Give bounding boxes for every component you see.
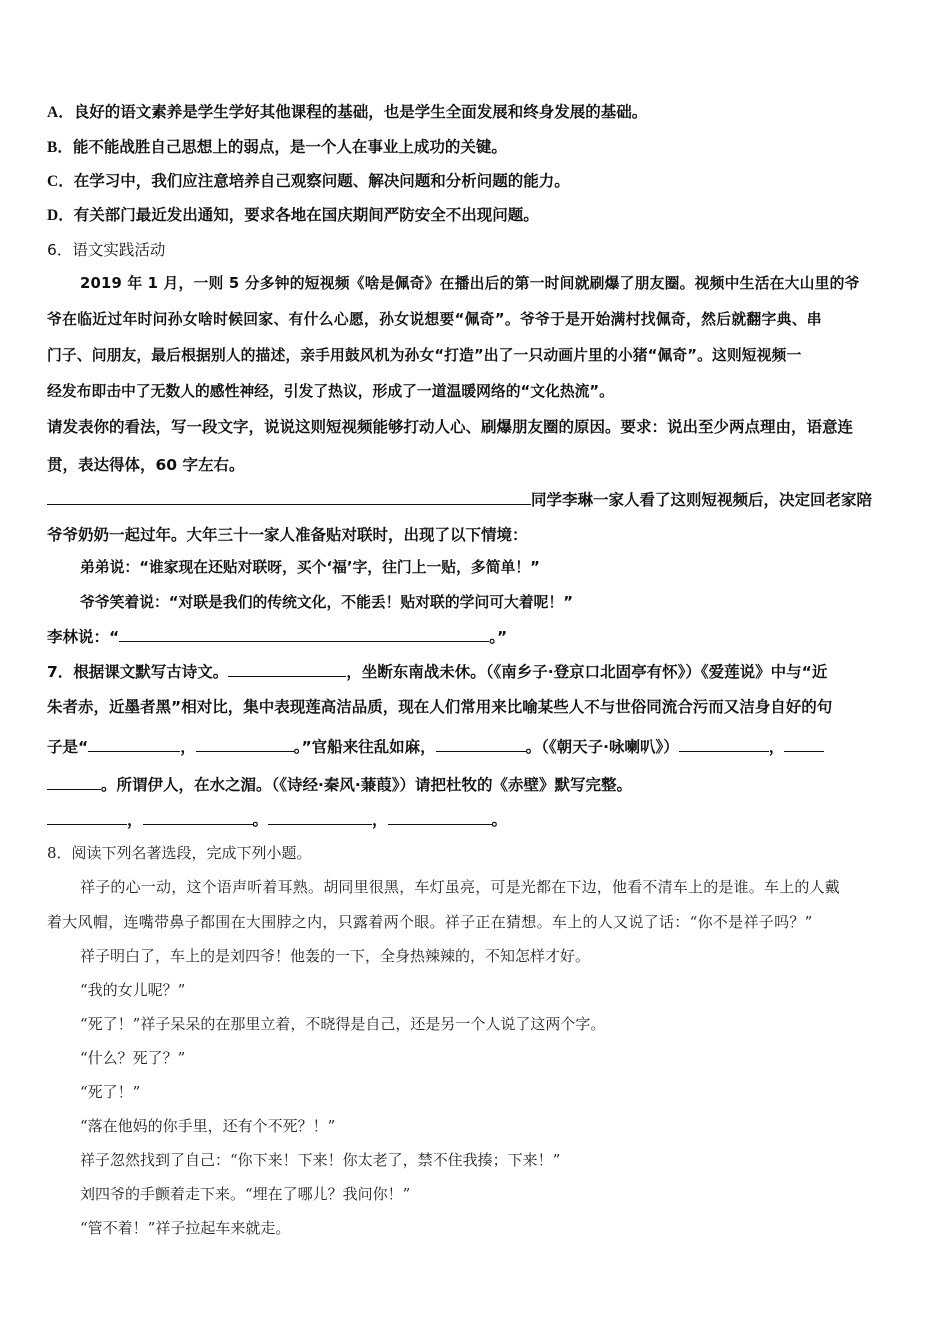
q6-passage-line-3: 门子、问朋友，最后根据别人的描述，亲手用鼓风机为孙女“打造”出了一只动画片里的小猪“佩奇”。这则短视频一 bbox=[47, 347, 802, 364]
q6-heading: 6．语文实践活动 bbox=[47, 241, 166, 259]
q6-passage-line-1: 2019 年 1 月，一则 5 分多钟的短视频《啥是佩奇》在播出后的第一时间就刷爆了朋友圈。视频中生活在大山里的爷 bbox=[80, 275, 860, 292]
q7-line-5: ， 。 ， 。 bbox=[47, 808, 907, 830]
grandpa-quote: 爷爷笑着说：“对联是我们的传统文化，不能丢！贴对联的学问可大着呢！” bbox=[80, 594, 573, 611]
answer-blank[interactable] bbox=[436, 735, 526, 752]
answer-blank[interactable] bbox=[47, 488, 531, 505]
q8-passage-para-8: 祥子忽然找到了自己：“你下来！下来！你太老了，禁不住我揍；下来！” bbox=[80, 1151, 561, 1169]
answer-blank[interactable] bbox=[388, 808, 492, 825]
lilin-quote: 李林说：“ 。” bbox=[47, 625, 907, 647]
option-a: A．良好的语文素养是学生学好其他课程的基础，也是学生全面发展和终身发展的基础。 bbox=[47, 103, 648, 121]
q7-line-2: 朱者赤，近墨者黑”相对比，集中表现莲高洁品质，现在人们常用来比喻某些人不与世俗同流合污而又洁身自好的句 bbox=[47, 698, 833, 716]
q6-passage-line-4: 经发布即击中了无数人的感性神经，引发了热议，形成了一道温暖网络的“文化热流”。 bbox=[47, 383, 614, 400]
q8-passage-para-2: 祥子明白了，车上的是刘四爷！他轰的一下，全身热辣辣的，不知怎样才好。 bbox=[80, 947, 591, 965]
q8-heading: 8．阅读下列名著选段，完成下列小题。 bbox=[47, 844, 312, 862]
answer-blank[interactable] bbox=[268, 808, 372, 825]
q7-line-4: 。所谓伊人，在水之湄。（《诗经·秦风·蒹葭》）请把杜牧的《赤壁》默写完整。 bbox=[47, 773, 907, 795]
option-c: C．在学习中，我们应注意培养自己观察问题、解决问题和分析问题的能力。 bbox=[47, 172, 570, 190]
q8-passage-para-5: “什么？死了？” bbox=[80, 1049, 186, 1067]
q8-passage-para-3: “我的女儿呢？” bbox=[80, 981, 186, 999]
answer-blank[interactable] bbox=[784, 735, 824, 752]
answer-blank[interactable] bbox=[47, 773, 101, 790]
q6-scene-line-2: 爷爷奶奶一起过年。大年三十一家人准备贴对联时，出现了以下情境： bbox=[47, 526, 528, 544]
brother-quote: 弟弟说：“谁家现在还贴对联呀，买个‘福’字，往门上一贴，多简单！” bbox=[80, 559, 540, 576]
q8-passage-para-7: “落在他妈的你手里，还有个不死？！” bbox=[80, 1117, 336, 1135]
q6-scene-line-1: 同学李琳一家人看了这则短视频后，决定回老家陪 bbox=[47, 488, 907, 510]
answer-blank[interactable] bbox=[47, 808, 127, 825]
q8-passage-para-9: 刘四爷的手颤着走下来。“埋在了哪儿？我问你！” bbox=[80, 1185, 411, 1203]
q8-passage-para-6: “死了！” bbox=[80, 1083, 141, 1101]
answer-blank[interactable] bbox=[119, 625, 489, 642]
q8-passage-line-1: 祥子的心一动，这个语声听着耳熟。胡同里很黑，车灯虽亮，可是光都在下边，他看不清车上的是谁。车上的人戴 bbox=[80, 878, 841, 896]
q6-requirement-line-1: 请发表你的看法，写一段文字，说说这则短视频能够打动人心、刷爆朋友圈的原因。要求：说出至少两点理由，语意连 bbox=[47, 418, 854, 436]
answer-blank[interactable] bbox=[88, 735, 180, 752]
answer-blank[interactable] bbox=[679, 735, 769, 752]
q8-passage-para-10: “管不着！”祥子拉起车来就走。 bbox=[80, 1219, 291, 1237]
answer-blank[interactable] bbox=[228, 660, 346, 677]
q7-line-3: 子是“ ， 。”官船来往乱如麻， 。（《朝天子·咏喇叭》） ， bbox=[47, 735, 907, 757]
answer-blank[interactable] bbox=[196, 735, 294, 752]
q7-line-1: 7．根据课文默写古诗文。 ，坐断东南战未休。（《南乡子·登京口北固亭有怀》）《爱莲说》中与“近 bbox=[47, 660, 907, 682]
q6-passage-line-2: 爷在临近过年时问孙女啥时候回家、有什么心愿，孙女说想要“佩奇”。爷爷于是开始满村找佩奇，然后就翻字典、串 bbox=[47, 311, 822, 328]
answer-blank[interactable] bbox=[143, 808, 253, 825]
option-b: B．能不能战胜自己思想上的弱点，是一个人在事业上成功的关键。 bbox=[47, 138, 507, 156]
q8-passage-line-2: 着大风帽，连嘴带鼻子都围在大围脖之内，只露着两个眼。祥子正在猜想。车上的人又说了话：“你不是祥子吗？” bbox=[47, 913, 813, 931]
q8-passage-para-4: “死了！”祥子呆呆的在那里立着，不晓得是自己，还是另一个人说了这两个字。 bbox=[80, 1015, 606, 1033]
option-d: D．有关部门最近发出通知，要求各地在国庆期间严防安全不出现问题。 bbox=[47, 206, 539, 224]
q6-requirement-line-2: 贯，表达得体，60 字左右。 bbox=[47, 456, 245, 474]
